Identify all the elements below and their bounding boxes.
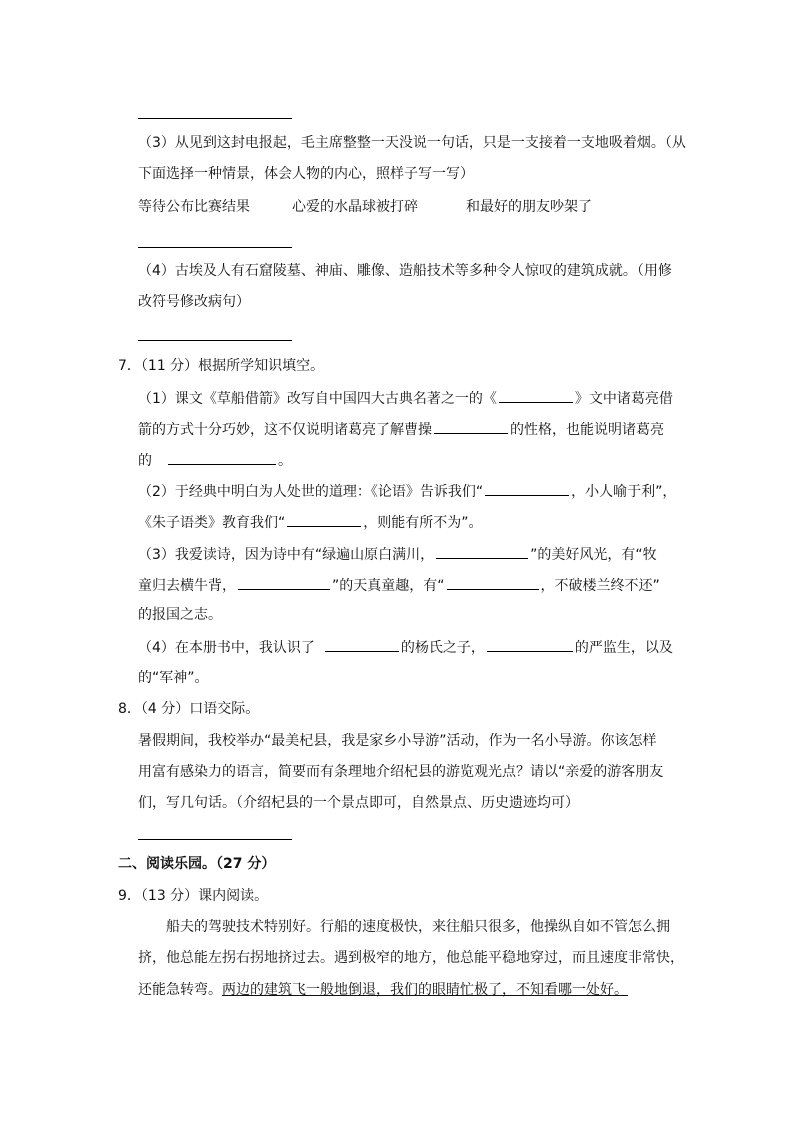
q7-part3-line3: 的报国之志。 (138, 607, 222, 623)
q7-text: 的杨氏之子， (400, 640, 485, 656)
q8-line1: 暑假期间，我校举办“最美杞县，我是家乡小导游”活动，作为一名小导游。你该怎样 (138, 733, 657, 749)
q7-part4-line1 (138, 637, 673, 658)
q7-part4-line2: 的“军神”。 (138, 670, 209, 686)
q7-text: 》文中诸葛亮借 (574, 391, 673, 407)
q8-line3: 们，写几句话。（介绍杞县的一个景点即可，自然景点、历史遗迹均可） (138, 795, 579, 811)
q6-part3-line2: 下面选择一种情景，体会人物的内心，照样子写一写） (138, 166, 474, 182)
q7-heading: 7．（11 分）根据所学知识填空。 (118, 358, 325, 374)
q7-part3-line2 (138, 575, 660, 596)
answer-line[interactable] (138, 118, 292, 119)
q9-passage-line1: 船夫的驾驶技术特别好。行船的速度极快，来往船只很多，他操纵自如不管怎么拥 (166, 919, 670, 935)
fill-blank[interactable] (447, 575, 539, 590)
q6-option-2: 心爱的水晶球被打碎 (292, 199, 418, 215)
q9-heading: 9．（13 分）课内阅读。 (118, 888, 269, 904)
q8-heading: 8．（4 分）口语交际。 (118, 701, 260, 717)
q7-text: 的 (138, 453, 152, 469)
answer-line[interactable] (138, 247, 292, 248)
q7-text: 的严监生，以及 (574, 640, 673, 656)
q7-text: （3）我爱读诗，因为诗中有“绿遍山原白满川， (138, 547, 435, 563)
q9-underlined-sentence: 两边的建筑飞一般地倒退，我们的眼睛忙极了，不知看哪一处好。 (222, 982, 628, 998)
q7-text: 童归去横牛背， (138, 578, 236, 594)
fill-blank[interactable] (238, 575, 330, 590)
q7-part1-line2 (138, 419, 664, 440)
q6-part4-line2: 改符号修改病句） (138, 294, 250, 310)
answer-line[interactable] (138, 839, 292, 840)
q7-text: ”的美好风光，有“牧 (530, 547, 657, 563)
q7-text: ，不破楼兰终不还” (540, 578, 660, 594)
q7-text: 。 (278, 453, 292, 469)
fill-blank[interactable] (325, 637, 399, 652)
q7-part1-line3 (138, 450, 292, 471)
q7-part2-line2 (138, 512, 483, 533)
fill-blank[interactable] (287, 512, 361, 527)
q7-text: 《朱子语类》教育我们“ (138, 515, 286, 531)
fill-blank[interactable] (434, 419, 508, 434)
q6-part3-line1: （3）从见到这封电报起，毛主席整整一天没说一句话，只是一支接着一支地吸着烟。（从 (138, 135, 686, 151)
q7-part1-line1 (138, 388, 673, 409)
fill-blank[interactable] (499, 388, 573, 403)
q8-line2: 用富有感染力的语言，简要而有条理地介绍杞县的游览观光点？请以“亲爱的游客朋友 (138, 764, 664, 780)
q7-text: 的性格，也能说明诸葛亮 (510, 422, 664, 438)
q6-option-3: 和最好的朋友吵架了 (466, 199, 592, 215)
q9-text: 还能急转弯。 (138, 982, 222, 998)
q9-passage-line3 (138, 980, 628, 1000)
q7-text: ，小人喻于利”， (571, 484, 677, 500)
q7-text: （2）于经典中明白为人处世的道理：《论语》告诉我们“ (138, 484, 484, 500)
q9-passage-line2: 挤，他总能左拐右拐地挤过去。遇到极窄的地方，他总能平稳地穿过，而且速度非常快， (138, 950, 684, 966)
q7-text: 箭的方式十分巧妙，这不仅说明诸葛亮了解曹操 (138, 422, 432, 438)
q6-part4-line1: （4）古埃及人有石窟陵墓、神庙、雕像、造船技术等多种令人惊叹的建筑成就。（用修 (138, 263, 672, 279)
q7-part2-line1 (138, 481, 676, 502)
q7-text: ，则能有所不为”。 (363, 515, 483, 531)
section-title: 二、阅读乐园。（27 分） (118, 856, 276, 872)
q7-text: ”的天真童趣，有“ (332, 578, 445, 594)
fill-blank[interactable] (487, 637, 573, 652)
q7-text: （4）在本册书中，我认识了 (138, 640, 315, 656)
q7-part3-line1 (138, 544, 657, 565)
q6-option-1: 等待公布比赛结果 (138, 199, 250, 215)
answer-line[interactable] (138, 340, 292, 341)
q7-text: （1）课文《草船借箭》改写自中国四大古典名著之一的《 (138, 391, 497, 407)
fill-blank[interactable] (485, 481, 569, 496)
fill-blank[interactable] (168, 450, 276, 465)
fill-blank[interactable] (436, 544, 528, 559)
